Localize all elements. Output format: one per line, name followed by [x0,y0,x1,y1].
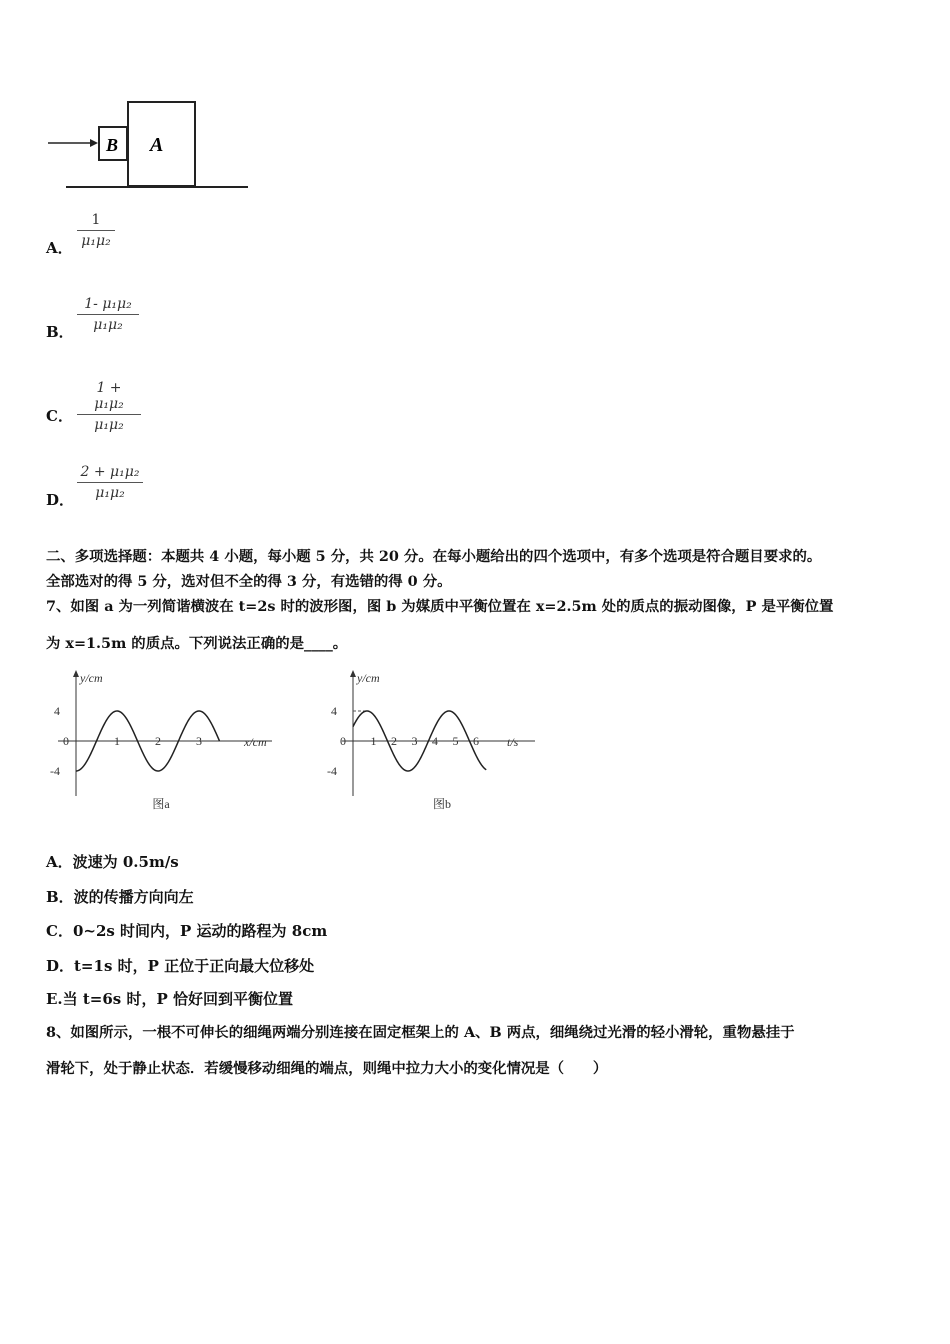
block-b-label: B [106,135,119,155]
x-axis-label: t/s [507,735,519,749]
q6-option-a-fraction [77,212,115,249]
q6-option-c-label: C． [46,407,73,425]
fraction-numerator: 1 [91,212,101,228]
x-tick-label: 1 [114,734,120,748]
q6-option-d-fraction [77,464,143,501]
wave-chart-a [46,668,286,818]
q7-option-d: D．t=1s 时，P 正位于正向最大位移处 [46,957,315,975]
y-axis-arrow-icon [350,670,356,677]
y-axis-label: y/cm [357,671,380,685]
y-tick-label: 4 [54,704,60,718]
force-arrow-head [90,139,98,147]
section2-line2: 全部选对的得 5 分，选对但不全的得 3 分，有选错的得 0 分。 [46,573,452,590]
x-tick-label: 5 [452,734,459,748]
x-tick-label: 1 [370,734,377,748]
q6-option-b-fraction [77,296,139,333]
q6-option-c-fraction [77,380,141,433]
fraction-bar [77,414,141,415]
y-tick-label: 4 [331,704,337,718]
section2-line1: 二、多项选择题：本题共 4 小题，每小题 5 分，共 20 分。在每小题给出的四个选项中，有多个选项是符合题目要求的。 [46,548,822,565]
fraction-bar [77,314,139,315]
chart-title: 图b [432,797,452,811]
x-axis-label: x/cm [244,735,267,749]
x-tick-label: 6 [473,734,479,748]
y-tick-label: -4 [50,764,60,778]
fraction-denominator: μ₁μ₂ [93,317,123,333]
x-tick-label: 3 [411,734,418,748]
q7-stem-line2: 为 x=1.5m 的质点。下列说法正确的是____。 [46,635,348,652]
q6-option-b-label: B． [46,323,74,341]
q7-option-c: C．0~2s 时间内，P 运动的路程为 8cm [46,922,328,940]
fraction-bar [77,482,143,483]
q6-option-d-label: D． [46,491,75,509]
fraction-numerator: 2 + μ₁μ₂ [80,464,140,480]
y-tick-label: -4 [327,764,337,778]
q8-stem-line1: 8、如图所示，一根不可伸长的细绳两端分别连接在固定框架上的 A、B 两点，细绳绕过光滑的轻小滑轮，重物悬挂于 [46,1024,795,1041]
y-axis-arrow-icon [73,670,79,677]
q8-stem-line2: 滑轮下，处于静止状态．若缓慢移动细绳的端点，则绳中拉力大小的变化情况是（ ） [46,1060,608,1077]
fraction-denominator: μ₁μ₂ [94,417,124,433]
q7-option-a: A．波速为 0.5m/s [46,853,179,871]
vibration-chart-b [327,668,550,818]
fraction-denominator: μ₁μ₂ [81,233,111,249]
fraction-numerator: 1- μ₁μ₂ [84,296,132,312]
x-tick-label: 2 [391,734,397,748]
x-tick-label: 0 [340,734,346,748]
q7-stem-line1: 7、如图 a 为一列简谐横波在 t=2s 时的波形图，图 b 为媒质中平衡位置在 x=2.5m 处的质点的振动图像，P 是平衡位置 [46,598,834,615]
fraction-denominator: μ₁μ₂ [95,485,125,501]
chart-title: 图a [152,797,170,811]
x-tick-label: 4 [432,734,438,748]
x-tick-label: 2 [155,734,161,748]
x-tick-label: 0 [63,734,69,748]
q7-option-e: E.当 t=6s 时，P 恰好回到平衡位置 [46,990,293,1008]
y-axis-label: y/cm [80,671,103,685]
blocks-figure [40,95,260,195]
x-tick-label: 3 [196,734,202,748]
q7-option-b: B．波的传播方向向左 [46,888,194,906]
q6-option-a-label: A． [46,239,73,257]
fraction-numerator: 1 + μ₁μ₂ [94,380,124,412]
block-a-label: A [150,134,164,156]
fraction-bar [77,230,115,231]
